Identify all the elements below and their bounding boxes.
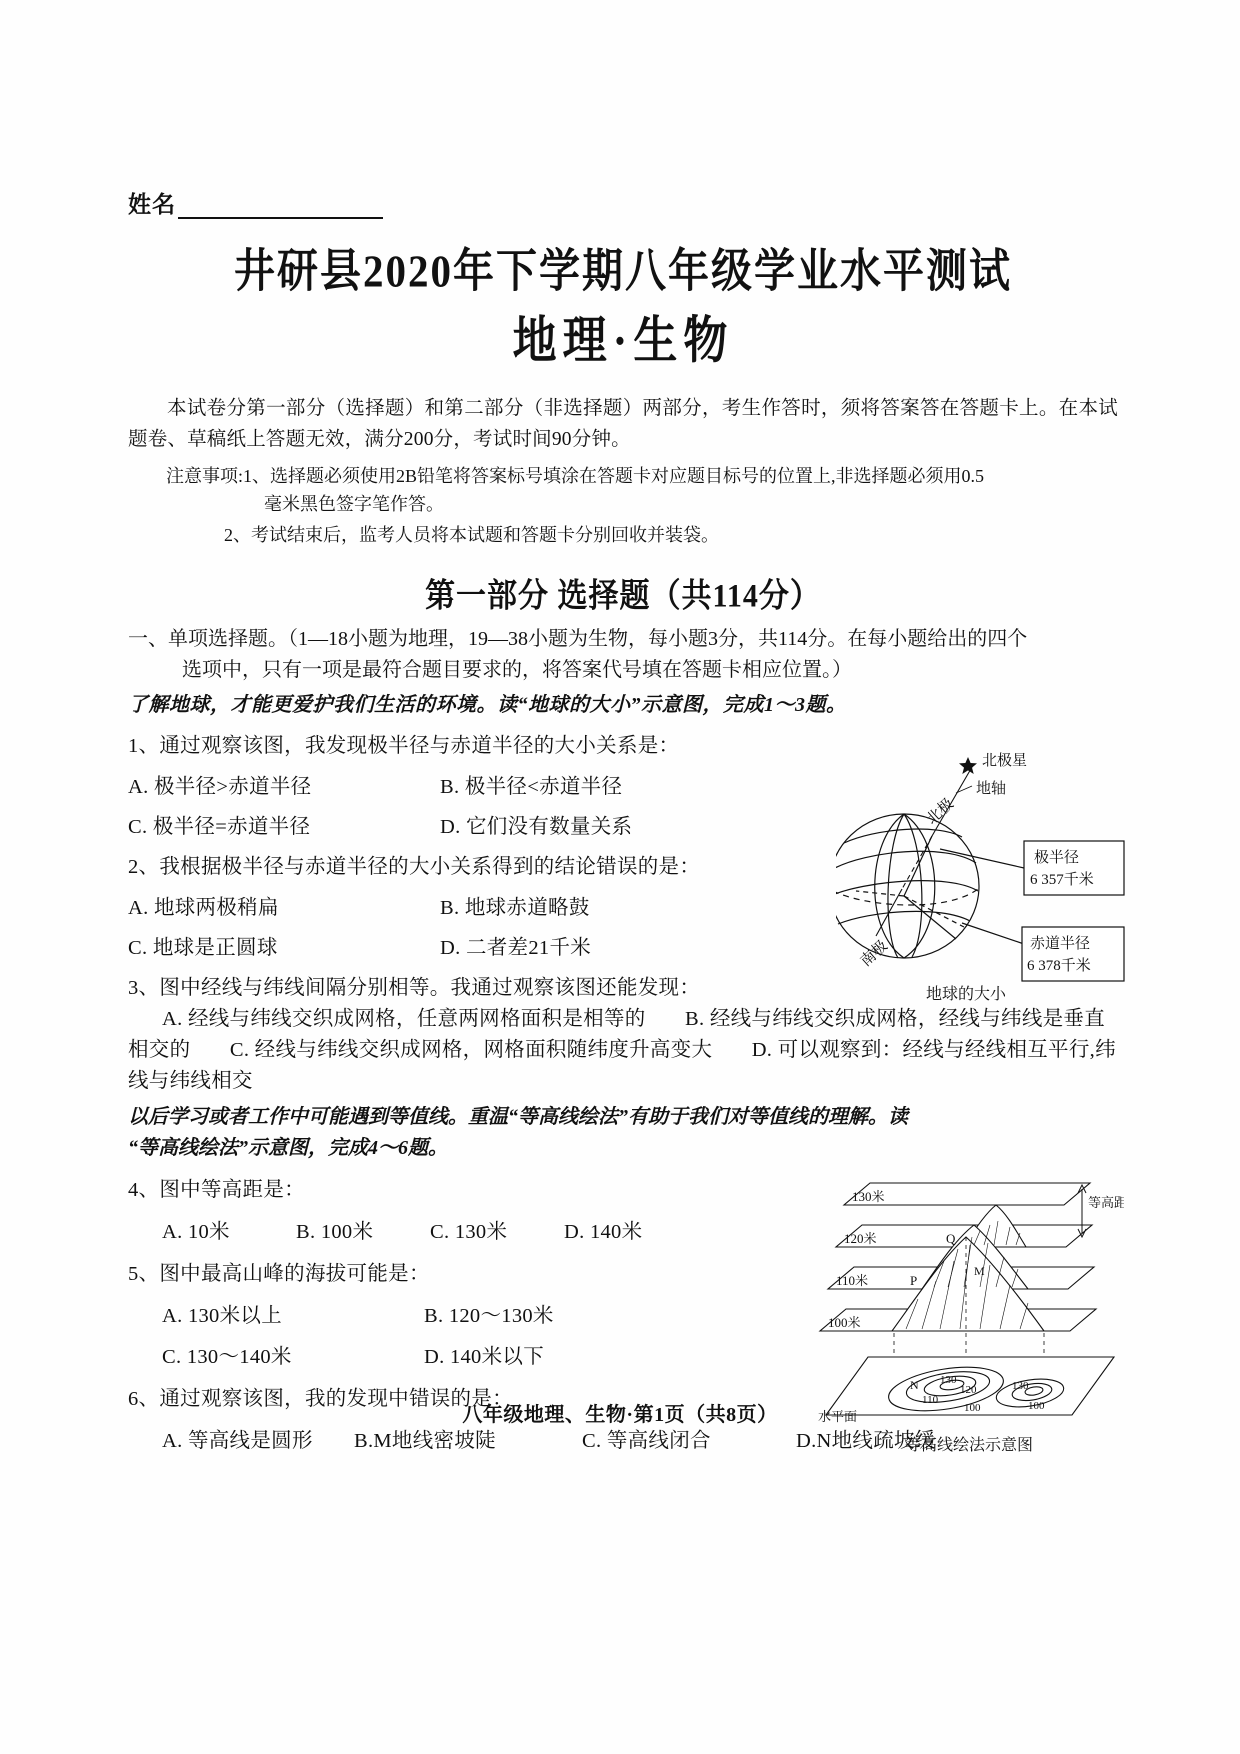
question-2-number: 2、 — [128, 856, 160, 879]
question-3-option-a[interactable]: A. 经线与纬线交织成网格，任意两网格面积是相等的 — [162, 1008, 646, 1031]
level-120-label: 120米 — [844, 1231, 877, 1247]
question-1-option-a[interactable]: A. 极半径>赤道半径 — [128, 775, 312, 798]
question-4-text: 图中等高距是： — [159, 1179, 305, 1202]
polar-radius-line1: 极半径 — [1034, 850, 1080, 867]
level-100-label: 100米 — [828, 1315, 861, 1331]
question-3-option-c[interactable]: C. 经线与纬线交织成网格，网格面积随纬度升高变大 — [229, 1038, 713, 1061]
contour-120-label: 120 — [960, 1384, 977, 1397]
name-row — [128, 186, 1118, 219]
globe-caption: 地球的大小 — [926, 986, 1007, 1004]
notice-block — [128, 462, 1118, 550]
south-pole-label: 南极 — [857, 938, 891, 971]
interval-label: 等高距 — [1088, 1195, 1124, 1211]
page-content — [128, 186, 1124, 1457]
question-1-text: 通过观察该图，我发现极半径与赤道半径的大小关系是： — [159, 735, 680, 758]
notice-item-2: 2、考试结束后，监考人员将本试题和答题卡分别回收并装袋。 — [224, 525, 719, 546]
polaris-star-icon — [959, 757, 977, 774]
contour-100-label: 100 — [964, 1402, 981, 1415]
notice-item-1: 1、选择题必须使用2B铅笔将答案标号填涂在答题卡对应题目标号的位置上,非选择题必须用0.5 — [243, 465, 985, 486]
question-3-option-b[interactable]: B. 经线与纬线交织成网格，经线与纬线是垂直相交的 — [128, 1008, 1106, 1061]
section-note-line-2: 选项中，只有一项是最符合题目要求的，将答案代号填在答题卡相应位置。） — [182, 659, 852, 682]
lead-in-2-line-1: 以后学习或者工作中可能遇到等值线。重温“等高线绘法”有助于我们对等值线的理解。读 — [128, 1106, 908, 1129]
section-note-line-1: 一、单项选择题。（1—18小题为地理，19—38小题为生物，每小题3分，共114分。在每小题给出的四个 — [128, 628, 1028, 651]
point-q-label: Q — [946, 1231, 956, 1247]
question-4-option-a[interactable]: A. 10米 — [162, 1221, 230, 1244]
notice-label: 注意事项: — [166, 465, 244, 486]
question-1-number: 1、 — [128, 735, 160, 758]
question-6-number: 6、 — [128, 1388, 160, 1411]
contour-diagram-svg — [814, 1175, 1124, 1425]
question-5-text: 图中最高山峰的海拔可能是： — [159, 1262, 430, 1285]
page-footer: 八年级地理、生物·第1页（共8页） — [462, 1404, 778, 1426]
name-label: 姓名 — [128, 192, 176, 217]
question-3-text: 图中经线与纬线间隔分别相等。我通过观察该图还能发现： — [159, 977, 701, 1000]
question-6-text: 通过观察该图，我的发现中错误的是： — [159, 1388, 513, 1411]
point-m-label: M — [974, 1264, 985, 1279]
question-6-option-c[interactable]: C. 等高线闭合 — [582, 1429, 711, 1452]
question-3-option-d[interactable]: D. 可以观察到：经线与经线相互平行,纬线与纬线相交 — [128, 1038, 1116, 1092]
point-p-label: P — [910, 1273, 918, 1289]
globe-figure — [836, 731, 1126, 1021]
name-blank-line[interactable] — [178, 195, 383, 219]
contour-130-label: 130 — [940, 1374, 957, 1387]
equator-radius-line1: 赤道半径 — [1030, 936, 1091, 953]
question-5-option-b[interactable]: B. 120～130米 — [424, 1304, 554, 1327]
instructions-block — [128, 393, 1118, 456]
notice-item-1-cont: 毫米黑色签字笔作答。 — [264, 494, 444, 515]
question-1-option-b[interactable]: B. 极半径<赤道半径 — [440, 775, 623, 798]
instructions-paragraph: 本试卷分第一部分（选择题）和第二部分（非选择题）两部分，考生作答时，须将答案答在答题卡上。在本试题卷、草稿纸上答题无效，满分200分，考试时间90分钟。 — [128, 397, 1118, 451]
question-4-option-d[interactable]: D. 140米 — [564, 1221, 643, 1244]
polaris-label: 北极星 — [982, 753, 1028, 770]
question-3-number: 3、 — [128, 977, 160, 1000]
level-130-label: 130米 — [852, 1189, 885, 1205]
question-2-option-d[interactable]: D. 二者差21千米 — [440, 936, 592, 959]
contour-caption: 等高线绘法示意图 — [904, 1437, 1033, 1455]
question-5-option-c[interactable]: C. 130～140米 — [162, 1346, 292, 1369]
question-6-option-b[interactable]: B.M地线密坡陡 — [354, 1429, 496, 1452]
sealevel-label: 水平面 — [818, 1409, 858, 1425]
part-one-heading: 第一部分 选择题（共114分） — [425, 577, 821, 615]
question-5-number: 5、 — [128, 1262, 160, 1285]
question-4-option-c[interactable]: C. 130米 — [430, 1221, 508, 1244]
polar-radius-line2: 6 357千米 — [1030, 872, 1094, 889]
page-title: 井研县2020年下学期八年级学业水平测试 — [234, 245, 1012, 297]
north-pole-label: 北极 — [923, 796, 957, 829]
question-2-option-b[interactable]: B. 地球赤道略鼓 — [440, 896, 590, 919]
question-4-option-b[interactable]: B. 100米 — [296, 1221, 374, 1244]
level-110-label: 110米 — [836, 1273, 869, 1289]
section-note — [128, 624, 1118, 686]
question-2-text: 我根据极半径与赤道半径的大小关系得到的结论错误的是： — [159, 856, 701, 879]
page-subtitle: 地理·生物 — [512, 312, 734, 370]
equator-radius-line2: 6 378千米 — [1027, 958, 1091, 975]
question-2-option-a[interactable]: A. 地球两极稍扁 — [128, 896, 279, 919]
contour-100-right-label: 100 — [1028, 1400, 1045, 1413]
axis-label: 地轴 — [976, 781, 1007, 798]
question-1-option-c[interactable]: C. 极半径=赤道半径 — [128, 815, 311, 838]
question-5-option-a[interactable]: A. 130米以上 — [162, 1304, 283, 1327]
question-5-option-d[interactable]: D. 140米以下 — [424, 1346, 545, 1369]
question-4-number: 4、 — [128, 1179, 160, 1202]
question-6-option-d[interactable]: D.N地线疏坡缓 — [796, 1429, 936, 1452]
question-6-option-a[interactable]: A. 等高线是圆形 — [162, 1429, 313, 1452]
question-group-1 — [128, 731, 1118, 1096]
point-n-label: N — [910, 1378, 919, 1393]
question-1-option-d[interactable]: D. 它们没有数量关系 — [440, 815, 633, 838]
lead-in-2-line-2: “等高线绘法”示意图，完成4～6题。 — [128, 1137, 448, 1160]
question-2-option-c[interactable]: C. 地球是正圆球 — [128, 936, 278, 959]
notice-line-1 — [166, 462, 1118, 491]
lead-in-2 — [128, 1102, 1118, 1164]
lead-in-1: 了解地球，才能更爱护我们生活的环境。读“地球的大小”示意图，完成1～3题。 — [128, 694, 847, 717]
contour-130-right-label: 130 — [1012, 1380, 1029, 1393]
globe-diagram-svg — [836, 731, 1126, 1016]
contour-110-label: 110 — [922, 1394, 939, 1407]
